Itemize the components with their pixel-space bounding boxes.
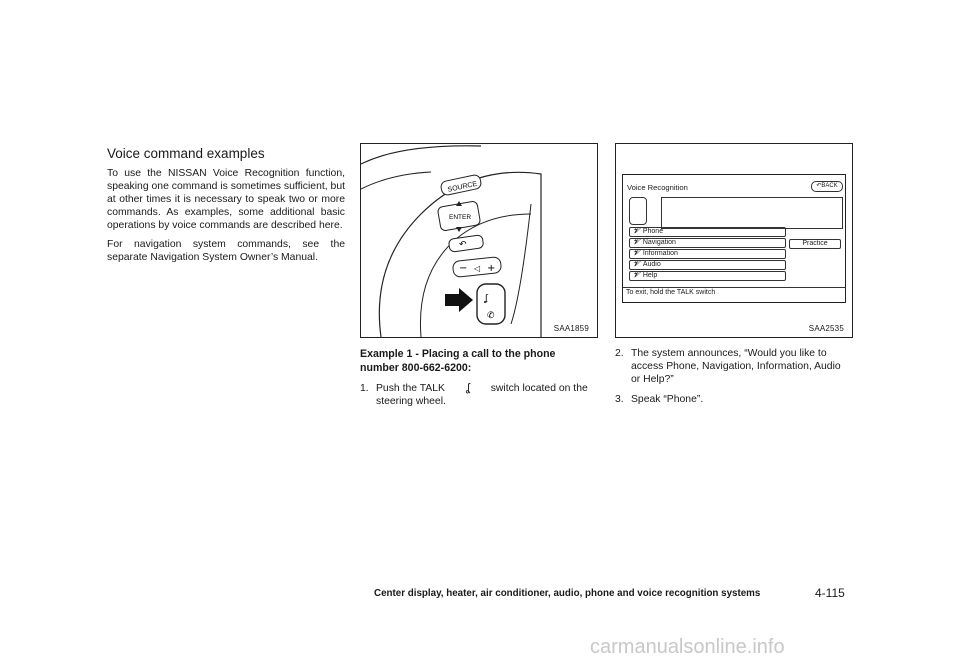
vr-screen-title: Voice Recognition [627, 183, 688, 192]
navigation-note: For navigation system commands, see the separate Navigation System Owner’s Manual. [107, 239, 345, 263]
step-1 [360, 382, 596, 408]
page-number: 4-115 [815, 586, 845, 600]
back-button [448, 235, 483, 253]
step-number: 1. [360, 383, 369, 394]
mic-icon [629, 197, 647, 225]
divider [623, 287, 845, 288]
step-3 [615, 393, 851, 406]
back-button [811, 181, 843, 192]
enter-label: ENTER [449, 214, 472, 221]
source-button [440, 174, 482, 196]
back-arrow-icon: ↶ [459, 240, 467, 250]
step-2-text: The system announces, “Would you like to access Phone, Navigation, Information, Audio or Help?” [631, 348, 841, 385]
steps-column [615, 347, 851, 406]
voice-icon: 𝒱 [633, 272, 639, 279]
figure-label: SAA2535 [808, 324, 844, 333]
volume-button [452, 257, 501, 278]
voice-icon: 𝒱 [633, 228, 639, 235]
step-number: 2. [615, 348, 624, 359]
watermark: carmanualsonline.info [590, 636, 785, 658]
step-3-text: Speak “Phone”. [631, 394, 704, 405]
vr-input-area [661, 197, 843, 229]
left-column [107, 146, 345, 264]
example-heading: Example 1 - Placing a call to the phone number 800-662-6200: [360, 348, 556, 374]
talk-icon: ʆ [485, 294, 489, 304]
source-label: SOURCE [447, 180, 478, 194]
step-1-text-end: switch located on the steering wheel. [376, 383, 588, 407]
intro-paragraph: To use the NISSAN Voice Recognition function, speaking one command is sometimes sufficient, but at other times it is necessary to speak two or more commands. As examples, some additional basic operations by voice commands are described here. [107, 168, 345, 231]
voice-recognition-figure [615, 143, 853, 338]
voice-icon: 𝒱 [633, 261, 639, 268]
vr-item-audio: 𝒱 Audio [629, 260, 786, 270]
steering-switch-figure [360, 143, 598, 338]
vr-item-help: 𝒱 Help [629, 271, 786, 281]
phone-icon: ✆ [487, 311, 495, 321]
steering-wheel-illustration [361, 144, 597, 337]
talk-phone-button [477, 284, 505, 324]
vr-item-information: 𝒱 Information [629, 249, 786, 259]
figure-label: SAA1859 [553, 324, 589, 333]
speaker-icon: ◁ [474, 264, 481, 273]
voice-icon: 𝒱 [633, 239, 639, 246]
chapter-footer: Center display, heater, air conditioner, audio, phone and voice recognition systems [374, 588, 761, 599]
step-1-text-start: Push the TALK [376, 383, 445, 394]
practice-button: Practice [789, 239, 841, 249]
vr-screen [622, 174, 846, 303]
section-heading: Voice command examples [107, 146, 265, 161]
voice-icon: 𝒱 [633, 250, 639, 257]
volume-minus-label: − [459, 263, 468, 274]
exit-instruction: To exit, hold the TALK switch [626, 289, 716, 296]
vr-item-navigation: 𝒱 Navigation [629, 238, 786, 248]
step-number: 3. [615, 394, 624, 405]
step-2 [615, 347, 851, 386]
talk-switch-icon: ʆ [465, 382, 470, 394]
back-arrow-icon: ↶ [816, 183, 822, 189]
volume-plus-label: + [487, 263, 496, 274]
example-column [360, 347, 596, 408]
vr-item-phone: 𝒱 Phone [629, 227, 786, 237]
back-label: BACK [821, 183, 838, 189]
pointer-arrow-icon [445, 288, 473, 312]
